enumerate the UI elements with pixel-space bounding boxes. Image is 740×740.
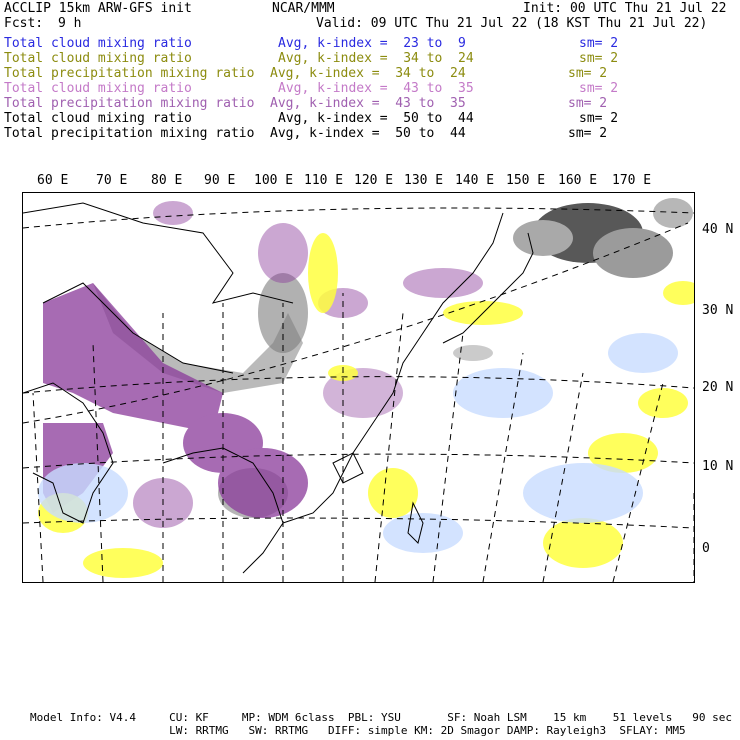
field-sm: sm= 2 [568,96,608,111]
field-name: Total precipitation mixing ratio [4,126,255,141]
lon-label: 100 E [254,173,294,188]
lon-label: 60 E [37,173,69,188]
map-canvas [23,193,694,582]
lon-label: 160 E [558,173,598,188]
field-avg: Avg, k-index = 34 to 24 [278,51,474,66]
lon-label: 110 E [304,173,344,188]
field-name: Total precipitation mixing ratio [4,66,255,81]
field-name: Total cloud mixing ratio [4,36,192,51]
map-panel [22,192,695,583]
lat-label: 30 N [702,303,734,318]
field-avg: Avg, k-index = 34 to 24 [270,66,466,81]
lat-label: 10 N [702,459,734,474]
model-info-line-1: Model Info: V4.4 CU: KF MP: WDM 6class PBL: YSU SF: Noah LSM 15 km 51 levels 90 sec [30,711,732,724]
field-sm: sm= 2 [579,81,619,96]
field-sm: sm= 2 [579,51,619,66]
plot-title: ACCLIP 15km ARW-GFS init [4,1,192,16]
lon-label: 120 E [354,173,394,188]
init-time: Init: 00 UTC Thu 21 Jul 22 [523,1,727,16]
forecast-label: Fcst: [4,16,44,31]
model-info-line-2: LW: RRTMG SW: RRTMG DIFF: simple KM: 2D Smagor DAMP: Rayleigh3 SFLAY: MM5 [30,724,686,737]
lon-label: 90 E [204,173,236,188]
lon-label: 140 E [455,173,495,188]
lon-label: 70 E [96,173,128,188]
field-avg: Avg, k-index = 23 to 9 [278,36,466,51]
field-sm: sm= 2 [579,111,619,126]
field-avg: Avg, k-index = 50 to 44 [270,126,466,141]
lat-label: 40 N [702,222,734,237]
organization: NCAR/MMM [272,1,335,16]
lat-label: 20 N [702,380,734,395]
field-name: Total precipitation mixing ratio [4,96,255,111]
lat-label: 0 [702,541,710,556]
lon-label: 170 E [612,173,652,188]
field-avg: Avg, k-index = 43 to 35 [270,96,466,111]
field-sm: sm= 2 [568,66,608,81]
forecast-hour: 9 h [58,16,82,31]
field-avg: Avg, k-index = 50 to 44 [278,111,474,126]
field-avg: Avg, k-index = 43 to 35 [278,81,474,96]
lon-label: 150 E [506,173,546,188]
valid-time: Valid: 09 UTC Thu 21 Jul 22 (18 KST Thu 21 Jul 22) [316,16,708,31]
field-name: Total cloud mixing ratio [4,81,192,96]
field-name: Total cloud mixing ratio [4,111,192,126]
field-sm: sm= 2 [568,126,608,141]
lon-label: 130 E [404,173,444,188]
field-name: Total cloud mixing ratio [4,51,192,66]
field-sm: sm= 2 [579,36,619,51]
lon-label: 80 E [151,173,183,188]
